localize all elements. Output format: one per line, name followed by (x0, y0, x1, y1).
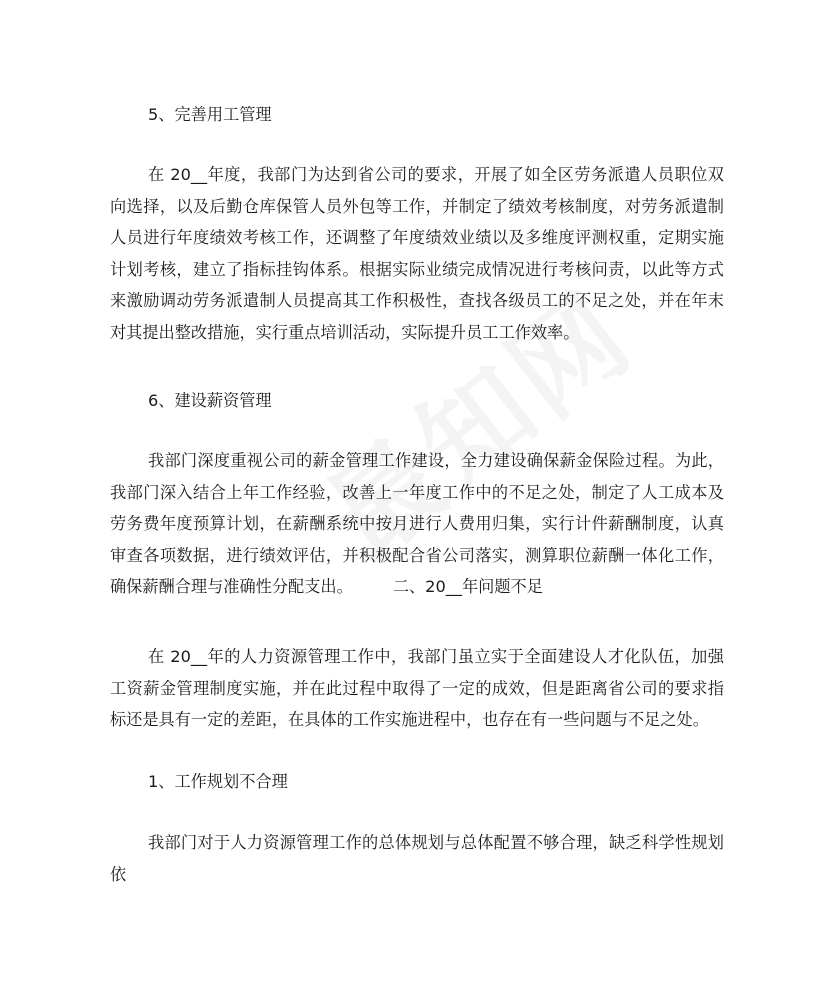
section-heading-problems: 二、20__年问题不足 (392, 577, 543, 597)
paragraph-salary-text: 我部门深度重视公司的薪金管理工作建设，全力建设确保薪金保险过程。为此，我部门深入结合上年工作经验，改善上一年度工作中的不足之处，制定了人工成本及劳务费年度预算计划，在薪酬系统中按月进行人费用归集，实行计件薪酬制度，认真审查各项数据，进行绩效评估，并积极配合省公司落实，测算职位薪酬一体化工作，确保薪酬合理与准确性分配支出。 (110, 451, 724, 597)
paragraph-employment-management: 在 20__年度，我部门为达到省公司的要求，开展了如全区劳务派遣人员职位双向选择，以及后勤仓库保管人员外包等工作，并制定了绩效考核制度，对劳务派遣制人员进行年度绩效考核工作，还调整了年度绩效业绩以及多维度评测权重，定期实施计划考核，建立了指标挂钩体系。根据实际业绩完成情况进行考核问责，以此等方式来激励调动劳务派遣制人员提高其工作积极性，查找各级员工的不足之处，并在年末对其提出整改措施，实行重点培训活动，实际提升员工工作效率。 (110, 165, 724, 342)
paragraph-problems-overview: 在 20__年的人力资源管理工作中，我部门虽立实于全面建设人才化队伍，加强工资薪金管理制度实施，并在此过程中取得了一定的成效，但是距离省公司的要求指标还是具有一定的差距，在具体的工作实施进程中，也存在有一些问题与不足之处。 (110, 647, 724, 730)
paragraph-salary-management (110, 445, 724, 603)
section-heading-5: 5、完善用工管理 (148, 105, 272, 124)
section-heading-6: 6、建设薪资管理 (148, 391, 272, 410)
section-heading-1: 1、工作规划不合理 (148, 772, 288, 791)
paragraph-planning: 我部门对于人力资源管理工作的总体规划与总体配置不够合理，缺乏科学性规划依 (110, 833, 724, 884)
